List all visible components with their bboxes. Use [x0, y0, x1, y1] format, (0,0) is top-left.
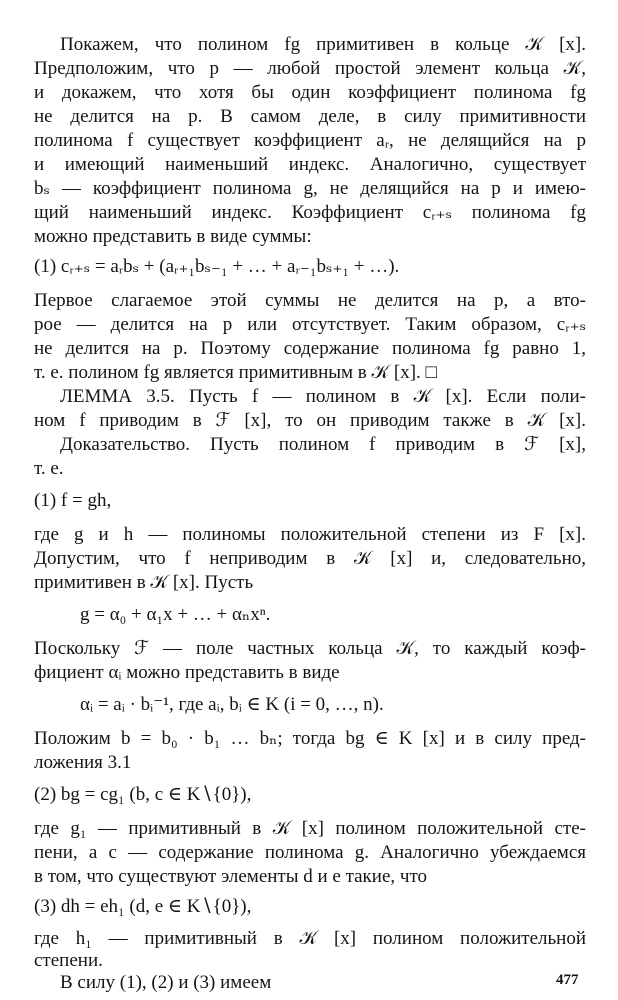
- text-line: Поскольку ℱ — поле частных кольца 𝒦, то каждый коэф-: [34, 638, 586, 659]
- text-line: пени, а c — содержание полинома g. Аналогично убеждаемся: [34, 842, 586, 863]
- text-line: фициент αᵢ можно представить в виде: [34, 662, 340, 683]
- proof-heading: Доказательство. Пусть полином f приводим в ℱ [x],: [60, 434, 586, 455]
- text-line: где g и h — полиномы положительной степени из F [x].: [34, 524, 586, 545]
- text-line: ном f приводим в ℱ [x], то он приводим также в 𝒦 [x].: [34, 410, 586, 431]
- equation-g: g = α₀ + α₁x + … + αₙxⁿ.: [80, 604, 271, 625]
- text-line: bₛ — коэффициент полинома g, не делящийся на p и имею-: [34, 178, 586, 199]
- text-line: в том, что существуют элементы d и e такие, что: [34, 866, 427, 887]
- text-line: В силу (1), (2) и (3) имеем: [60, 972, 272, 993]
- text-line: где h₁ — примитивный в 𝒦 [x] полином положительной: [34, 928, 586, 949]
- text-line: не делится на p. В самом деле, в силу примитивности: [34, 106, 586, 127]
- equation-1: (1) cᵣ₊ₛ = aᵣbₛ + (aᵣ₊₁bₛ₋₁ + … + aᵣ₋₁bₛ₊₁ + …).: [34, 256, 400, 277]
- text-line: ложения 3.1: [34, 752, 132, 773]
- text-line: Положим b = b₀ · b₁ … bₙ; тогда bg ∈ K [x] и в силу пред-: [34, 728, 586, 749]
- text-line: где g₁ — примитивный в 𝒦 [x] полином положительной сте-: [34, 818, 586, 839]
- equation-alpha: αᵢ = aᵢ · bᵢ⁻¹, где aᵢ, bᵢ ∈ K (i = 0, …, n).: [80, 694, 384, 715]
- text-line: Допустим, что f неприводим в 𝒦 [x] и, следовательно,: [34, 548, 586, 569]
- text-line: не делится на p. Поэтому содержание полинома fg равно 1,: [34, 338, 586, 359]
- text-line: и докажем, что хотя бы один коэффициент полинома fg: [34, 82, 586, 103]
- text-line: т. е. полином fg является примитивным в 𝒦 [x]. □: [34, 362, 438, 383]
- text-line: Первое слагаемое этой суммы не делится на p, а вто-: [34, 290, 586, 311]
- text-line: полинома f существует коэффициент aᵣ, не делящийся на p: [34, 130, 586, 151]
- equation-2: (2) bg = cg₁ (b, c ∈ K∖{0}),: [34, 784, 252, 805]
- text-line: т. е.: [34, 458, 64, 479]
- text-line: Покажем, что полином fg примитивен в кольце 𝒦 [x].: [60, 34, 586, 55]
- lemma-heading: ЛЕММА 3.5. Пусть f — полином в 𝒦 [x]. Если поли-: [60, 386, 586, 407]
- equation-1: (1) f = gh,: [34, 490, 112, 511]
- text-line: степени.: [34, 950, 103, 971]
- text-line: и имеющий наименьший индекс. Аналогично, существует: [34, 154, 586, 175]
- text-line: примитивен в 𝒦 [x]. Пусть: [34, 572, 254, 593]
- text-line: можно представить в виде суммы:: [34, 226, 312, 247]
- equation-3: (3) dh = eh₁ (d, e ∈ K∖{0}),: [34, 896, 252, 917]
- text-line: Предположим, что p — любой простой элемент кольца 𝒦,: [34, 58, 586, 79]
- text-line: рое — делится на p или отсутствует. Таким образом, cᵣ₊ₛ: [34, 314, 586, 335]
- page-number: 477: [556, 972, 579, 988]
- text-line: щий наименьший индекс. Коэффициент cᵣ₊ₛ полинома fg: [34, 202, 586, 223]
